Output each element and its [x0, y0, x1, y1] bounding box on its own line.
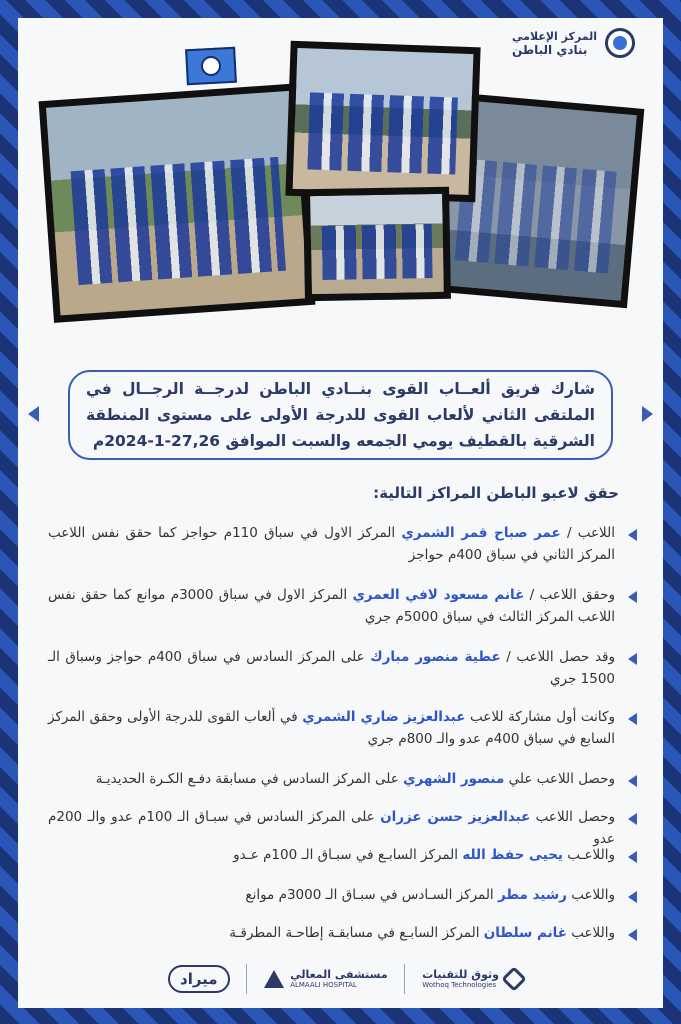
- list-item: وقد حصل اللاعب / عطية منصور مبارك على المركز السادس في سباق 400م حواجز وسباق الـ 1500 جري: [48, 646, 641, 690]
- list-item: واللاعب رشيد مطر المركز السـادس في سبـاق الـ 3000م موانع: [48, 884, 641, 906]
- athlete-name: غانم مسعود لافي العمري: [352, 587, 525, 603]
- bullet-icon: [628, 713, 637, 725]
- athlete-name: منصور الشهري: [403, 771, 505, 787]
- logo-line-1: المركز الإعلامي: [512, 29, 597, 43]
- athlete-name: عطية منصور مبارك: [370, 649, 501, 665]
- bullet-icon: [628, 653, 637, 665]
- divider: [404, 964, 405, 994]
- intro-box: [68, 370, 613, 460]
- athlete-name: يحيى حفظ الله: [462, 847, 563, 863]
- list-item: واللاعـب يحيى حفظ الله المركز السابـع في سبـاق الـ 100م عـدو: [48, 844, 641, 866]
- list-item: وحصل اللاعب عبدالعزيز حسن عزران على المركز السادس في سبـاق الـ 100م عدو والـ 200م عدو: [48, 806, 641, 850]
- team-photo-3: [303, 187, 451, 302]
- divider: [246, 964, 247, 994]
- bullet-icon: [628, 813, 637, 825]
- bullet-icon: [628, 851, 637, 863]
- list-item: وحصل اللاعب علي منصور الشهري على المركز السادس في مسابقة دفـع الكـرة الحديديـة: [48, 768, 641, 790]
- athlete-name: رشيد مطر: [497, 887, 567, 903]
- athlete-name: عمر صباح قمر الشمري: [401, 525, 561, 541]
- intro-text: شارك فريق ألعــاب القوى بنــادي الباطن لدرجــة الرجــال في الملتقى الثاني لألعاب القوى للدرجة الأولى على مستوى المنطقة الشرقية بالقطيف يومي الجمعه والسبت الموافق 27,26-1-2024م: [86, 380, 595, 450]
- club-flag: [185, 47, 237, 86]
- bullet-icon: [628, 891, 637, 903]
- team-photo-1: [39, 83, 316, 323]
- club-emblem-icon: [605, 28, 635, 58]
- post-card: [18, 18, 663, 1008]
- logo-line-2: بنادي الباطن: [512, 42, 588, 57]
- athlete-name: عبدالعزيز ضاري الشمري: [302, 709, 466, 725]
- athlete-name: غانم سلطان: [483, 925, 567, 941]
- sponsor-wothoq: وثوق للتقنيات Wothoq Technologies: [422, 968, 523, 990]
- team-photo-2: [285, 41, 480, 203]
- list-item: وكانت أول مشاركة للاعب عبدالعزيز ضاري الشمري في ألعاب القوى للدرجة الأولى وحقق المركز السابع في سباق 400م عدو والـ 800م جري: [48, 706, 641, 750]
- mirad-logo: ميراد: [168, 965, 230, 993]
- bullet-icon: [628, 591, 637, 603]
- sponsor-mirad: [168, 965, 230, 993]
- media-center-logo: [512, 28, 635, 58]
- sponsors-bar: [168, 958, 523, 1000]
- right-arrow-icon: [642, 406, 653, 422]
- athlete-name: عبدالعزيز حسن عزران: [380, 809, 531, 825]
- list-item: واللاعب غانم سلطان المركز السابـع في مسابقـة إطاحـة المطرقـة: [48, 922, 641, 944]
- bullet-icon: [628, 529, 637, 541]
- achievements-heading: حقق لاعبو الباطن المراكز التالية:: [373, 484, 619, 502]
- list-item: وحقق اللاعب / غانم مسعود لافي العمري المركز الاول في سباق 3000م موانع كما حقق نفس اللاعب المركز الثالث في سباق 5000م جري: [48, 584, 641, 628]
- left-arrow-icon: [28, 406, 39, 422]
- photo-collage: [18, 18, 663, 338]
- wothoq-logo-icon: [501, 966, 526, 991]
- bullet-icon: [628, 775, 637, 787]
- sponsor-hospital: مستشفى المعالي ALMAALI HOSPITAL: [264, 968, 387, 990]
- hospital-logo-icon: [264, 970, 284, 988]
- list-item: اللاعب / عمر صباح قمر الشمري المركز الاول في سباق 110م حواجز كما حقق نفس اللاعب المركز الثاني في سباق 400م حواجز: [48, 522, 641, 566]
- bullet-icon: [628, 929, 637, 941]
